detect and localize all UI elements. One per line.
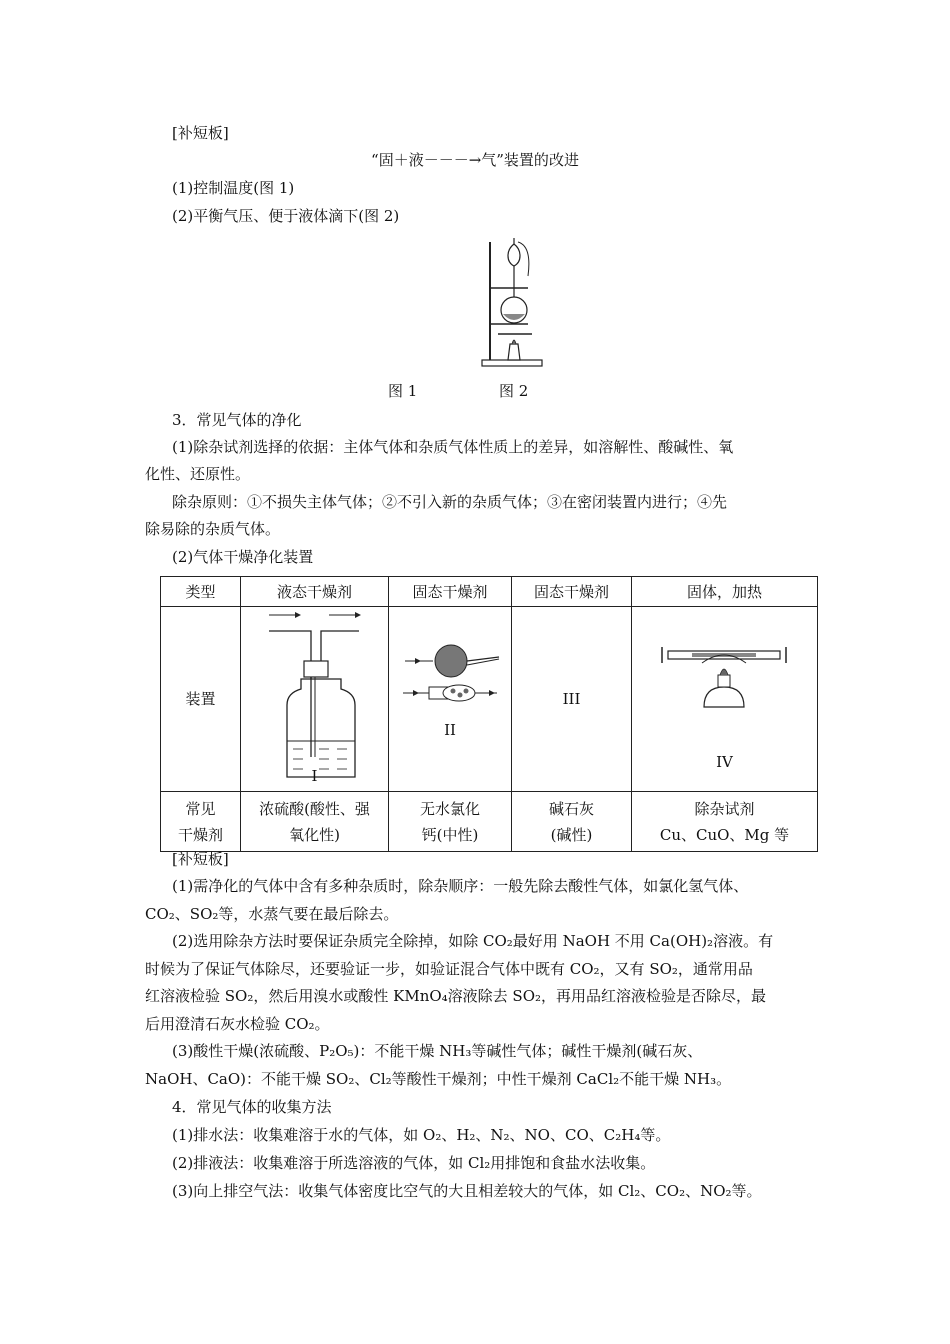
fig1-caption: 图 1 [388,382,418,400]
device-label: 装置 [161,607,241,792]
cell-line: 氧化性) [289,825,340,844]
table-cell [241,792,389,852]
fig2-caption: 图 2 [499,382,529,400]
para-line: (1)需净化的气体中含有多种杂质时，除杂顺序：一般先除去酸性气体，如氯化氢气体、 [172,877,749,895]
section4-heading: 4．常见气体的收集方法 [172,1098,332,1116]
para-line: (3)酸性干燥(浓硫酸、P₂O₅)：不能干燥 NH₃等碱性气体；碱性干燥剂(碱石灰、 [172,1042,703,1060]
cell-line: 除杂试剂 [694,799,755,818]
device-mark: I [311,767,318,785]
device-II-cell [389,607,512,792]
cell-line: Cu、CuO、Mg 等 [659,825,790,844]
table-header: 液态干燥剂 [241,577,389,607]
item-control-temp: (1)控制温度(图 1) [172,179,295,197]
para-line: (2)选用除杂方法时要保证杂质完全除掉，如除 CO₂最好用 NaOH 不用 Ca(OH)₂溶液。有 [172,932,774,950]
device-mark: IV [716,753,733,771]
heated-tube-icon [632,607,817,727]
para-line: 化性、还原性。 [145,465,251,483]
table-header-row [161,577,818,607]
para-line: CO₂、SO₂等，水蒸气要在最后除去。 [145,905,399,923]
apparatus-figure [478,236,548,370]
cell-line: (碱性) [550,825,593,844]
drying-device-table [160,576,818,852]
section-title: “固＋液－－－→气”装置的改进 [371,151,579,169]
table-row [161,607,818,792]
table-header: 类型 [161,577,241,607]
supp-tag-2: [补短板] [172,850,229,868]
cell-line: 浓硫酸(酸性、强 [259,799,370,818]
para-line: 后用澄清石灰水检验 CO₂。 [145,1015,330,1033]
cell-line: 常见 [185,799,216,818]
para-line: (2)气体干燥净化装置 [172,548,314,566]
cell-line: 干燥剂 [177,825,223,844]
device-III-cell [512,607,632,792]
device-IV-cell [632,607,818,792]
cell-line: 无水氯化 [419,799,480,818]
para-line: (1)排水法：收集难溶于水的气体，如 O₂、H₂、N₂、NO、CO、C₂H₄等。 [172,1126,671,1144]
para-line: 除杂原则：①不损失主体气体；②不引入新的杂质气体；③在密闭装置内进行；④先 [172,493,728,511]
cell-line: 碱石灰 [548,799,594,818]
cell-line: 钙(中性) [421,825,479,844]
drying-tube-icon [389,607,510,727]
table-cell [389,792,512,852]
device-mark: III [562,690,581,708]
para-line: 红溶液检验 SO₂，然后用溴水或酸性 KMnO₄溶液除去 SO₂，再用品红溶液检验是否除尽，最 [145,987,767,1005]
supp-tag-1: [补短板] [172,124,229,142]
table-cell [632,792,818,852]
para-line: (1)除杂试剂选择的依据：主体气体和杂质气体性质上的差异，如溶解性、酸碱性、氧 [172,438,734,456]
para-line: 除易除的杂质气体。 [145,520,281,538]
para-line: 时候为了保证气体除尽，还要验证一步，如验证混合气体中既有 CO₂，又有 SO₂，通常用品 [145,960,753,978]
para-line: NaOH、CaO)：不能干燥 SO₂、Cl₂等酸性干燥剂；中性干燥剂 CaCl₂不能干燥 NH₃。 [145,1070,732,1088]
table-cell [161,792,241,852]
item-balance-pressure: (2)平衡气压、便于液体滴下(图 2) [172,207,400,225]
para-line: (3)向上排空气法：收集气体密度比空气的大且相差较大的气体，如 Cl₂、CO₂、NO₂等。 [172,1182,762,1200]
para-line: (2)排液法：收集难溶于所选溶液的气体，如 Cl₂用排饱和食盐水法收集。 [172,1154,656,1172]
table-cell [512,792,632,852]
section3-heading: 3．常见气体的净化 [172,411,302,429]
table-row [161,792,818,852]
table-header: 固体，加热 [632,577,818,607]
device-mark: II [444,721,456,739]
table-header: 固态干燥剂 [389,577,512,607]
table-header: 固态干燥剂 [512,577,632,607]
device-I-cell [241,607,389,792]
